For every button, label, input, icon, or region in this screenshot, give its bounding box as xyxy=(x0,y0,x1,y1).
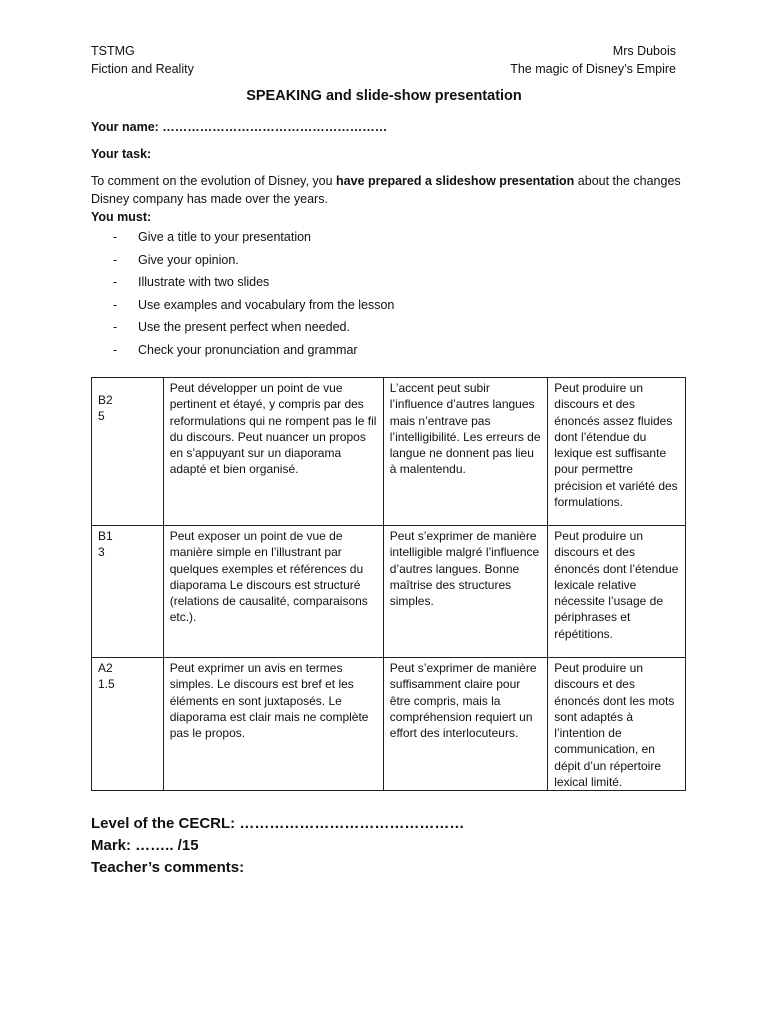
pronunciation-cell: Peut s’exprimer de manière intelligible malgré l’influence d’autres langues. Bonne maîtrise des structures simples. xyxy=(383,526,548,658)
level-score: 3 xyxy=(98,545,105,560)
level-code: B2 xyxy=(98,393,113,407)
level-code: A2 xyxy=(98,661,113,675)
table-row xyxy=(92,526,686,658)
fluency-cell: Peut produire un discours et des énoncés dont les mots sont adaptés à l’intention de communication, en dépit d’un répertoire lexical limité. xyxy=(548,658,686,791)
intro-text-1: To comment on the evolution of Disney, you xyxy=(91,174,337,188)
name-field-label: Your name: ……………………………………………… xyxy=(91,120,388,134)
list-item xyxy=(113,295,394,318)
cecrl-level-field: Level of the CECRL: ……………………………………… xyxy=(91,815,465,832)
list-item xyxy=(113,317,394,340)
class-code: TSTMG xyxy=(91,44,135,58)
table-row xyxy=(92,658,686,791)
header-left xyxy=(91,42,194,78)
mark-field: Mark: …….. /15 xyxy=(91,837,199,854)
task-text: Use examples and vocabulary from the lesson xyxy=(138,297,395,312)
content-cell: Peut exprimer un avis en termes simples. Le discours est bref et les éléments en sont juxtaposés. Le diaporama est clair mais ne complète pas le propos. xyxy=(163,658,383,791)
unit-title: Fiction and Reality xyxy=(91,62,194,76)
teacher-comments-label: Teacher’s comments: xyxy=(91,859,245,876)
topic-title: The magic of Disney’s Empire xyxy=(510,62,676,76)
grading-footer xyxy=(91,813,464,879)
pronunciation-cell: L’accent peut subir l’influence d’autres langues mais n’entrave pas l’intelligibilité. Les erreurs de langue ne donnent pas lieu à malentendu. xyxy=(383,378,548,526)
task-text: Illustrate with two slides xyxy=(138,275,270,289)
task-list xyxy=(113,227,394,362)
content-cell: Peut développer un point de vue pertinent et étayé, y compris par des reformulations qui ne rompent pas le fil du discours. Peut nuancer un propos en s’appuyant sur un diaporama adapté et bien organisé. xyxy=(163,378,383,526)
content-cell: Peut exposer un point de vue de manière simple en l’illustrant par quelques exemples et références du diaporama Le discours est structuré (relations de causalité, comparaisons etc.). xyxy=(163,526,383,658)
table-row xyxy=(92,378,686,526)
dash-bullet: - xyxy=(113,342,118,357)
intro-paragraph xyxy=(91,172,681,226)
list-item xyxy=(113,340,394,363)
pronunciation-cell: Peut s’exprimer de manière suffisamment claire pour être compris, mais la compréhension requiert un effort des interlocuteurs. xyxy=(383,658,548,791)
must-heading: You must: xyxy=(91,210,152,224)
level-cell xyxy=(92,526,164,658)
dash-bullet: - xyxy=(113,320,118,334)
teacher-name: Mrs Dubois xyxy=(612,44,676,58)
level-score: 1.5 xyxy=(98,677,115,692)
header-right xyxy=(510,42,676,78)
intro-text-bold: have prepared a slideshow presentation xyxy=(336,174,575,188)
task-heading: Your task: xyxy=(91,147,152,161)
list-item xyxy=(113,250,394,273)
intro-text-2: about the changes Disney company has made over the years. xyxy=(91,174,681,206)
level-cell xyxy=(92,378,164,526)
task-text: Use the present perfect when needed. xyxy=(138,320,350,334)
fluency-cell: Peut produire un discours et des énoncés dont l’étendue lexicale relative nécessite l’usage de périphrases et répétitions. xyxy=(548,526,686,658)
fluency-cell: Peut produire un discours et des énoncés assez fluides dont l’étendue du lexique est suffisante pour permettre précision et variété des formulations. xyxy=(548,378,686,526)
task-text: Give your opinion. xyxy=(138,252,239,267)
page-title: SPEAKING and slide-show presentation xyxy=(246,88,522,104)
dash-bullet: - xyxy=(113,230,118,244)
task-text: Give a title to your presentation xyxy=(138,230,312,244)
level-cell xyxy=(92,658,164,791)
task-text: Check your pronunciation and grammar xyxy=(138,342,358,357)
level-code: B1 xyxy=(98,529,113,543)
list-item xyxy=(113,227,394,250)
dash-bullet: - xyxy=(113,275,118,289)
level-score: 5 xyxy=(98,409,105,424)
assessment-rubric-table xyxy=(91,377,686,791)
dash-bullet: - xyxy=(113,252,118,267)
list-item xyxy=(113,272,394,295)
dash-bullet: - xyxy=(113,297,118,312)
